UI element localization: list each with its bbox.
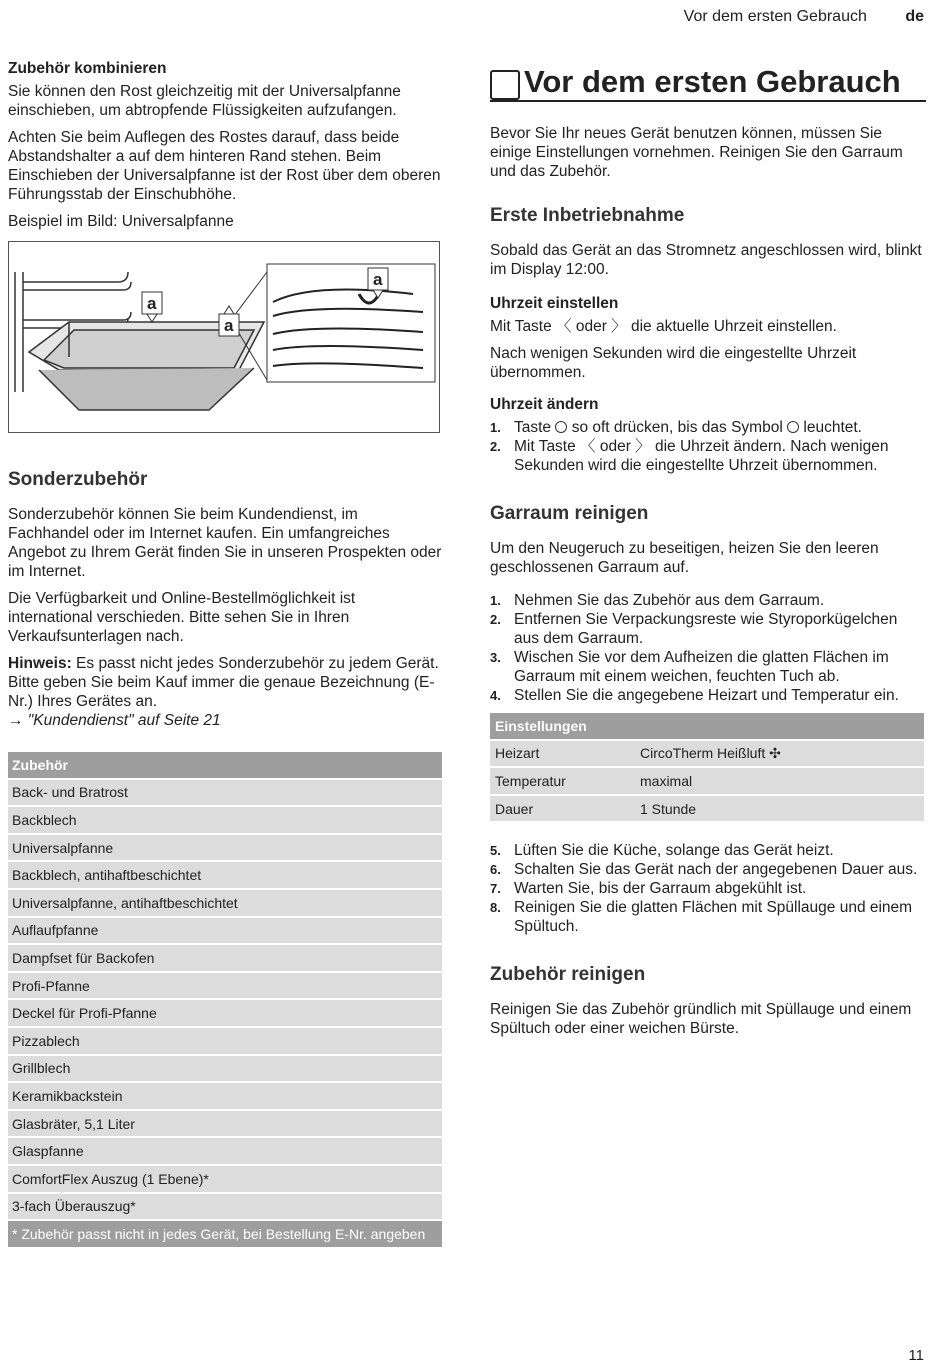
- first-use-p1: Sobald das Gerät an das Stromnetz angeschlossen wird, blinkt im Display 12:00.: [490, 242, 922, 278]
- list-item: [490, 898, 926, 936]
- clean-oven-p1: Um den Neugeruch zu beseitigen, heizen Sie den leeren geschlossenen Garraum auf.: [490, 540, 879, 576]
- step-text: Stellen Sie die angegebene Heizart und Temperatur ein.: [514, 687, 899, 704]
- accessory-cell: Pizzablech: [8, 1027, 442, 1055]
- accessory-cell: Universalpfanne: [8, 834, 442, 862]
- circotherm-fan-icon: ✣: [769, 744, 781, 761]
- special-note: [8, 654, 442, 711]
- accessory-cell: Keramikbackstein: [8, 1082, 442, 1110]
- left-column: [8, 60, 442, 1249]
- first-use-title: Erste Inbetriebnahme: [490, 205, 685, 226]
- list-item: [490, 648, 926, 686]
- clean-oven-steps-a: [490, 591, 926, 705]
- accessory-cell: Glasbräter, 5,1 Liter: [8, 1110, 442, 1138]
- table-row: [8, 861, 442, 889]
- change-time-steps: [490, 418, 926, 475]
- special-title: Sonderzubehör: [8, 469, 148, 490]
- accessory-cell: Deckel für Profi-Pfanne: [8, 999, 442, 1027]
- step-text: Nehmen Sie das Zubehör aus dem Garraum.: [514, 592, 825, 609]
- special-ref[interactable]: → "Kundendienst" auf Seite 21: [8, 712, 221, 729]
- clean-accessories-title: Zubehör reinigen: [490, 964, 646, 986]
- table-row: [8, 806, 442, 834]
- table-row: [8, 944, 442, 972]
- list-item: 2. Mit Taste 〈 oder 〉 die Uhrzeit ändern. Nach wenigen Sekunden wird die eingestellte Uhrzeit übernommen.: [490, 438, 889, 474]
- table-row: [8, 972, 442, 1000]
- list-item: [490, 860, 926, 879]
- list-item: [490, 879, 926, 898]
- accessory-cell: ComfortFlex Auszug (1 Ebene)*: [8, 1165, 442, 1193]
- accessory-cell: 3-fach Überauszug*: [8, 1193, 442, 1221]
- set-time-p1: Mit Taste 〈 oder 〉 die aktuelle Uhrzeit einstellen.: [490, 318, 837, 335]
- accessory-cell: Grillblech: [8, 1055, 442, 1083]
- intro: Bevor Sie Ihr neues Gerät benutzen können, müssen Sie einige Einstellungen vornehmen. Reinigen Sie den Garraum und das Zubehör.: [490, 125, 903, 180]
- accessory-table: [8, 752, 442, 1249]
- table-row: [8, 779, 442, 807]
- step-text: Reinigen Sie die glatten Flächen mit Spüllauge und einem Spültuch.: [514, 899, 913, 936]
- step-text: Schalten Sie das Gerät nach der angegebenen Dauer aus.: [514, 861, 918, 879]
- table-row: [8, 1110, 442, 1138]
- table-row: [8, 999, 442, 1027]
- svg-text:a: a: [373, 270, 383, 289]
- clean-accessories-p1: Reinigen Sie das Zubehör gründlich mit Spüllauge und einem Spültuch oder einer weichen Bürste.: [490, 1001, 912, 1038]
- clock-icon: [787, 421, 799, 433]
- accessory-cell: Profi-Pfanne: [8, 972, 442, 1000]
- clean-oven-title: Garraum reinigen: [490, 503, 649, 524]
- set-time-p2: Nach wenigen Sekunden wird die eingestellte Uhrzeit übernommen.: [490, 345, 857, 381]
- combine-p3: Beispiel im Bild: Universalpfanne: [8, 213, 234, 230]
- table-row: Dauer 1 Stunde: [490, 795, 924, 823]
- step-number: 3.: [490, 650, 501, 665]
- list-item: 1. Taste so oft drücken, bis das Symbol leuchtet.: [490, 419, 862, 436]
- accessory-footnote: * Zubehör passt nicht in jedes Gerät, bei Bestellung E-Nr. angeben: [8, 1220, 442, 1248]
- right-column: [490, 60, 926, 1046]
- accessory-cell: Universalpfanne, antihaftbeschichtet: [8, 889, 442, 917]
- clock-icon: [555, 421, 567, 433]
- change-time-title: Uhrzeit ändern: [490, 396, 599, 413]
- combine-p1: Sie können den Rost gleichzeitig mit der Universalpfanne einschieben, um abtropfende Flüssigkeiten aufzufangen.: [8, 83, 401, 119]
- rack-pan-figure: [8, 241, 440, 433]
- step-number: 1.: [490, 593, 501, 608]
- accessory-cell: Auflaufpfanne: [8, 917, 442, 945]
- settings-header: Einstellungen: [490, 713, 924, 740]
- clean-oven-steps-b: [490, 841, 926, 936]
- note-text: Es passt nicht jedes Sonderzubehör zu jedem Gerät. Bitte geben Sie beim Kauf immer die genaue Bezeichnung (E-Nr.) Ihres Gerätes an.: [8, 655, 439, 710]
- list-item: [490, 841, 926, 860]
- step-text: Wischen Sie vor dem Aufheizen die glatten Flächen im Garraum mit einem weichen, feuchten Tuch ab.: [514, 649, 889, 685]
- list-item: [490, 610, 926, 648]
- accessory-cell: Back- und Bratrost: [8, 779, 442, 807]
- accessory-cell: Dampfset für Backofen: [8, 944, 442, 972]
- step-text: Warten Sie, bis der Garraum abgekühlt ist.: [514, 880, 807, 898]
- list-item: [490, 591, 926, 610]
- step-number: 4.: [490, 688, 501, 703]
- rack-pan-illustration: [9, 242, 439, 432]
- svg-text:a: a: [224, 316, 234, 335]
- table-row: [8, 1137, 442, 1165]
- special-p2: Die Verfügbarkeit und Online-Bestellmöglichkeit ist international verschieden. Bitte sehen Sie in Ihren Verkaufsunterlagen nach.: [8, 590, 356, 645]
- setup-hand-icon: [490, 70, 520, 100]
- table-row: [8, 917, 442, 945]
- special-p1: Sonderzubehör können Sie beim Kundendienst, im Fachhandel oder im Internet kaufen. Ein umfangreiches Angebot zu Ihrem Gerät finden Sie in unseren Prospekten oder im Internet.: [8, 506, 442, 580]
- spacer-label-1: [142, 292, 162, 322]
- table-row: [8, 1055, 442, 1083]
- table-row: [8, 889, 442, 917]
- step-number: 8.: [490, 900, 501, 916]
- accessory-cell: Glaspfanne: [8, 1137, 442, 1165]
- settings-table: [490, 713, 924, 823]
- combine-title: Zubehör kombinieren: [8, 60, 167, 77]
- combine-p2: Achten Sie beim Auflegen des Rostes darauf, dass beide Abstandshalter a auf dem hinteren Rand stehen. Beim Einschieben der Universalpfanne ist der Rost über dem oberen Führungsstab der Einschubhöhe.: [8, 129, 441, 203]
- step-number: 5.: [490, 843, 501, 859]
- table-row: [8, 1082, 442, 1110]
- step-text: Entfernen Sie Verpackungsreste wie Styroporkügelchen aus dem Garraum.: [514, 611, 898, 647]
- table-row: [8, 1165, 442, 1193]
- step-number: 7.: [490, 881, 501, 897]
- chapter-title: Vor dem ersten Gebrauch: [524, 64, 901, 99]
- table-row: [8, 1027, 442, 1055]
- header-language: de: [905, 8, 924, 25]
- accessory-cell: Backblech, antihaftbeschichtet: [8, 861, 442, 889]
- step-number: 6.: [490, 862, 501, 878]
- header-section: Vor dem ersten Gebrauch: [683, 8, 867, 25]
- spacer-label-3: [368, 268, 388, 298]
- step-number: 2.: [490, 612, 501, 627]
- list-item: [490, 686, 926, 705]
- note-label: Hinweis:: [8, 655, 72, 672]
- table-row: Temperatur maximal: [490, 767, 924, 795]
- spacer-label-2: [219, 306, 239, 336]
- svg-text:a: a: [147, 294, 157, 313]
- accessory-cell: Backblech: [8, 806, 442, 834]
- chapter-heading: [490, 60, 926, 102]
- table-row: Heizart CircoTherm Heißluft ✣: [490, 740, 924, 768]
- table-row: [8, 1193, 442, 1221]
- page-number: 11: [908, 1347, 924, 1364]
- table-row: [8, 834, 442, 862]
- set-time-title: Uhrzeit einstellen: [490, 295, 619, 312]
- accessory-table-header: Zubehör: [8, 752, 442, 779]
- step-text: Lüften Sie die Küche, solange das Gerät heizt.: [514, 842, 834, 860]
- page-header: [684, 8, 924, 26]
